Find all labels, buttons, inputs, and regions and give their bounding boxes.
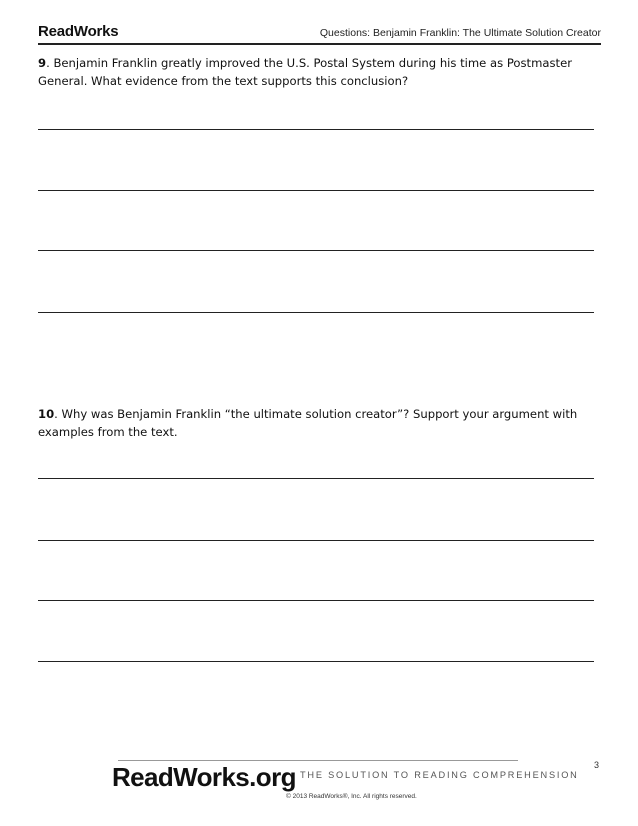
answer-line[interactable] (38, 129, 594, 130)
answer-line[interactable] (38, 661, 594, 662)
footer-copyright: © 2013 ReadWorks®, Inc. All rights reserved. (286, 793, 417, 800)
answer-line[interactable] (38, 540, 594, 541)
page-number: 3 (593, 760, 599, 770)
question-text: . Why was Benjamin Franklin “the ultimate solution creator”? Support your argument with examples from the text. (38, 407, 578, 439)
question-number: 9 (38, 56, 47, 70)
answer-line[interactable] (38, 478, 594, 479)
question-9 (38, 54, 598, 90)
answer-line[interactable] (38, 312, 594, 313)
header-divider (38, 43, 601, 45)
answer-line[interactable] (38, 250, 594, 251)
header-title: Questions: Benjamin Franklin: The Ultimate Solution Creator (319, 27, 601, 39)
footer-tagline: THE SOLUTION TO READING COMPREHENSION (300, 770, 579, 780)
header-logo: ReadWorks (38, 23, 119, 40)
footer-logo: ReadWorks.org (112, 762, 296, 792)
question-text: . Benjamin Franklin greatly improved the U.S. Postal System during his time as Postmaster General. What evidence from the text supports this conclusion? (38, 56, 572, 88)
question-10 (38, 405, 598, 441)
question-number: 10 (38, 407, 55, 421)
answer-line[interactable] (38, 600, 594, 601)
answer-line[interactable] (38, 190, 594, 191)
footer-divider (118, 760, 518, 761)
